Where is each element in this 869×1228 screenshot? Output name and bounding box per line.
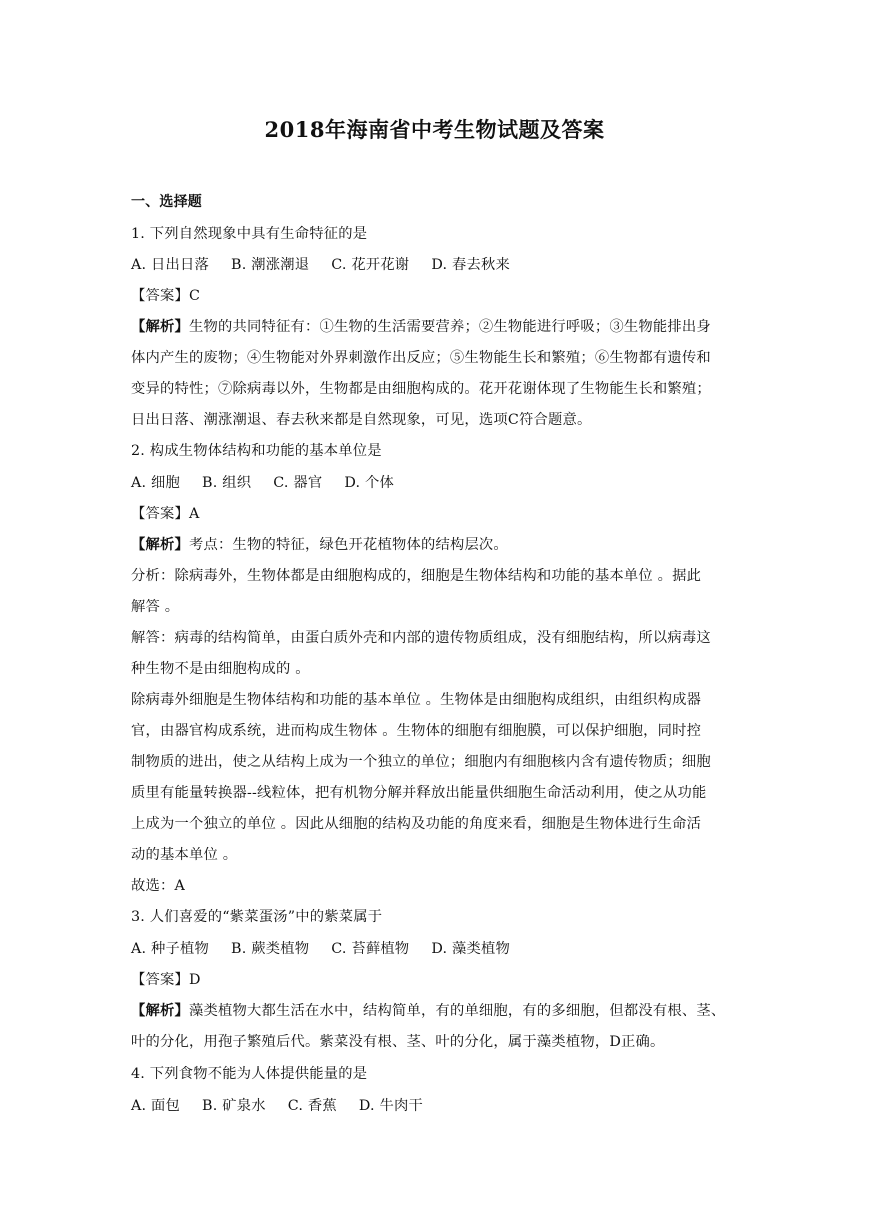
question-2-analysis-line: 解答 。 (131, 599, 180, 615)
question-3-stem: 3. 人们喜爱的“紫菜蛋汤”中的紫菜属于 (131, 909, 383, 925)
option: A. 面包 (131, 1098, 181, 1114)
option: D. 藻类植物 (431, 941, 510, 957)
question-2-conclusion: 故选：A (131, 878, 186, 894)
question-1-analysis-line: 变异的特性；⑦除病毒以外，生物都是由细胞构成的。花开花谢体现了生物能生长和繁殖； (131, 381, 711, 397)
question-2-analysis-line: 上成为一个独立的单位 。因此从细胞的结构及功能的角度来看，细胞是生物体进行生命活 (131, 816, 702, 832)
option: B. 蕨类植物 (231, 941, 310, 957)
question-2-analysis-line: 除病毒外细胞是生物体结构和功能的基本单位 。生物体是由细胞构成组织，由组织构成器 (131, 692, 702, 708)
question-1-analysis-line (131, 317, 711, 337)
section-heading: 一、选择题 (131, 194, 202, 210)
question-2-analysis-line: 制物质的进出，使之从结构上成为一个独立的单位；细胞内有细胞核内含有遗传物质；细胞 (131, 754, 711, 770)
question-1-answer: 【答案】C (131, 288, 201, 304)
question-1-analysis-line: 日出日落、潮涨潮退、春去秋来都是自然现象，可见，选项C符合题意。 (131, 412, 592, 428)
option: D. 春去秋来 (431, 257, 510, 273)
option: C. 器官 (273, 475, 323, 491)
question-4-options (131, 1096, 445, 1116)
question-2-options (131, 473, 416, 493)
option: A. 日出日落 (131, 257, 210, 273)
option: B. 组织 (202, 475, 252, 491)
option: C. 花开花谢 (331, 257, 410, 273)
question-2-analysis-line (131, 535, 508, 555)
page-title: 2018年海南省中考生物试题及答案 (264, 117, 605, 142)
option: B. 矿泉水 (202, 1098, 266, 1114)
question-2-analysis-line: 官，由器官构成系统，进而构成生物体 。生物体的细胞有细胞膜，可以保护细胞，同时控 (131, 723, 702, 739)
question-1-options (131, 255, 532, 275)
analysis-text: 考点：生物的特征，绿色开花植物体的结构层次。 (189, 537, 508, 553)
analysis-label: 【解析】 (131, 537, 189, 553)
question-2-analysis-line: 种生物不是由细胞构成的 。 (131, 661, 310, 677)
question-3-analysis-line (131, 1001, 725, 1021)
question-1-analysis-line: 体内产生的废物；④生物能对外界刺激作出反应；⑤生物能生长和繁殖；⑥生物都有遗传和 (131, 350, 711, 366)
question-2-stem: 2. 构成生物体结构和功能的基本单位是 (131, 443, 382, 459)
question-2-analysis-line: 动的基本单位 。 (131, 847, 238, 863)
option: D. 个体 (344, 475, 394, 491)
question-2-analysis-line: 质里有能量转换器--线粒体，把有机物分解并释放出能量供细胞生命活动利用，使之从功能 (131, 785, 707, 801)
analysis-label: 【解析】 (131, 1003, 189, 1019)
analysis-text: 藻类植物大都生活在水中，结构简单，有的单细胞，有的多细胞，但都没有根、茎、 (189, 1003, 726, 1019)
question-3-options (131, 939, 532, 959)
analysis-label: 【解析】 (131, 319, 189, 335)
question-2-analysis-line: 分析：除病毒外，生物体都是由细胞构成的，细胞是生物体结构和功能的基本单位 。据此 (131, 568, 702, 584)
question-4-stem: 4. 下列食物不能为人体提供能量的是 (131, 1066, 368, 1082)
question-3-analysis-line: 叶的分化，用孢子繁殖后代。紫菜没有根、茎、叶的分化，属于藻类植物，D正确。 (131, 1034, 665, 1050)
option: C. 香蕉 (287, 1098, 337, 1114)
question-3-answer: 【答案】D (131, 972, 201, 988)
question-2-answer: 【答案】A (131, 506, 200, 522)
question-2-analysis-line: 解答：病毒的结构简单，由蛋白质外壳和内部的遗传物质组成，没有细胞结构，所以病毒这 (131, 630, 711, 646)
analysis-text: 生物的共同特征有：①生物的生活需要营养；②生物能进行呼吸；③生物能排出身 (189, 319, 711, 335)
option: B. 潮涨潮退 (231, 257, 310, 273)
option: D. 牛肉干 (358, 1098, 423, 1114)
option: A. 种子植物 (131, 941, 210, 957)
option: C. 苔藓植物 (331, 941, 410, 957)
question-1-stem: 1. 下列自然现象中具有生命特征的是 (131, 226, 368, 242)
option: A. 细胞 (131, 475, 181, 491)
